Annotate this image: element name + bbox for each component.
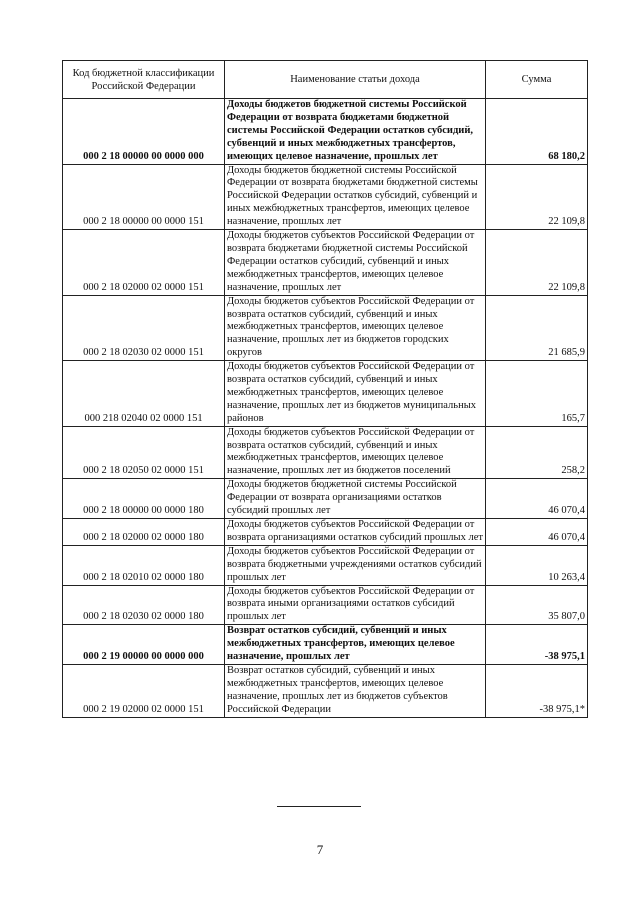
row-name: Доходы бюджетов субъектов Российской Федерации от возврата иными организациями остатков субсидий прошлых лет xyxy=(225,585,486,625)
table-row xyxy=(63,99,588,165)
row-name: Доходы бюджетов субъектов Российской Федерации от возврата остатков субсидий, субвенций и иных межбюджетных трансфертов, имеющих целевое назначение, прошлых лет из бюджетов муниципальных районов xyxy=(225,361,486,427)
table-row xyxy=(63,479,588,519)
row-sum: -38 975,1 xyxy=(486,625,588,665)
row-name: Доходы бюджетов бюджетной системы Российской Федерации от возврата бюджетами бюджетной системы Российской Федерации остатков субсидий, субвенций и иных межбюджетных трансфертов, имеющих целевое назначение, прошлых лет xyxy=(225,99,486,165)
row-name: Доходы бюджетов бюджетной системы Российской Федерации от возврата организациями остатков субсидий прошлых лет xyxy=(225,479,486,519)
table-row xyxy=(63,519,588,546)
table-body xyxy=(63,99,588,718)
row-sum: 46 070,4 xyxy=(486,479,588,519)
table-row xyxy=(63,230,588,296)
row-name: Возврат остатков субсидий, субвенций и иных межбюджетных трансфертов, имеющих целевое назначение, прошлых лет xyxy=(225,625,486,665)
row-sum: -38 975,1* xyxy=(486,664,588,717)
row-name: Доходы бюджетов субъектов Российской Федерации от возврата остатков субсидий, субвенций и иных межбюджетных трансфертов, имеющих целевое назначение, прошлых лет из бюджетов поселений xyxy=(225,426,486,479)
row-sum: 21 685,9 xyxy=(486,295,588,361)
row-code: 000 2 19 02000 02 0000 151 xyxy=(63,664,225,717)
row-name: Доходы бюджетов субъектов Российской Федерации от возврата бюджетами бюджетной системы Российской Федерации остатков субсидий, субвенций и иных межбюджетных трансфертов, имеющих целевое назначение, прошлых лет xyxy=(225,230,486,296)
row-sum: 35 807,0 xyxy=(486,585,588,625)
row-sum: 258,2 xyxy=(486,426,588,479)
table-row xyxy=(63,361,588,427)
table-row xyxy=(63,164,588,230)
row-code: 000 2 18 02050 02 0000 151 xyxy=(63,426,225,479)
row-sum: 10 263,4 xyxy=(486,545,588,585)
footnote-divider xyxy=(277,806,361,807)
row-name: Доходы бюджетов субъектов Российской Федерации от возврата бюджетными учреждениями остатков субсидий прошлых лет xyxy=(225,545,486,585)
table-header-row xyxy=(63,61,588,99)
row-name: Доходы бюджетов субъектов Российской Федерации от возврата остатков субсидий, субвенций и иных межбюджетных трансфертов, имеющих целевое назначение, прошлых лет из бюджетов городских округов xyxy=(225,295,486,361)
table-row xyxy=(63,625,588,665)
row-code: 000 2 19 00000 00 0000 000 xyxy=(63,625,225,665)
row-code: 000 2 18 02030 02 0000 180 xyxy=(63,585,225,625)
header-code: Код бюджетной классификации Российской Федерации xyxy=(63,61,225,99)
row-sum: 165,7 xyxy=(486,361,588,427)
revenue-table xyxy=(62,60,588,718)
row-code: 000 2 18 02030 02 0000 151 xyxy=(63,295,225,361)
row-sum: 22 109,8 xyxy=(486,230,588,296)
table-row xyxy=(63,585,588,625)
row-sum: 68 180,2 xyxy=(486,99,588,165)
table-row xyxy=(63,545,588,585)
table-row xyxy=(63,664,588,717)
row-sum: 22 109,8 xyxy=(486,164,588,230)
row-name: Доходы бюджетов бюджетной системы Российской Федерации от возврата бюджетами бюджетной системы Российской Федерации остатков субсидий, субвенций и иных межбюджетных трансфертов, имеющих целевое назначение, прошлых лет xyxy=(225,164,486,230)
row-name: Возврат остатков субсидий, субвенций и иных межбюджетных трансфертов, имеющих целевое назначение, прошлых лет из бюджетов субъектов Российской Федерации xyxy=(225,664,486,717)
row-name: Доходы бюджетов субъектов Российской Федерации от возврата организациями остатков субсидий прошлых лет xyxy=(225,519,486,546)
table-row xyxy=(63,426,588,479)
table-row xyxy=(63,295,588,361)
row-code: 000 218 02040 02 0000 151 xyxy=(63,361,225,427)
row-code: 000 2 18 00000 00 0000 151 xyxy=(63,164,225,230)
row-sum: 46 070,4 xyxy=(486,519,588,546)
row-code: 000 2 18 00000 00 0000 000 xyxy=(63,99,225,165)
row-code: 000 2 18 02000 02 0000 151 xyxy=(63,230,225,296)
page-number: 7 xyxy=(316,842,324,857)
header-sum: Сумма xyxy=(486,61,588,99)
row-code: 000 2 18 02010 02 0000 180 xyxy=(63,545,225,585)
row-code: 000 2 18 00000 00 0000 180 xyxy=(63,479,225,519)
row-code: 000 2 18 02000 02 0000 180 xyxy=(63,519,225,546)
header-name: Наименование статьи дохода xyxy=(225,61,486,99)
